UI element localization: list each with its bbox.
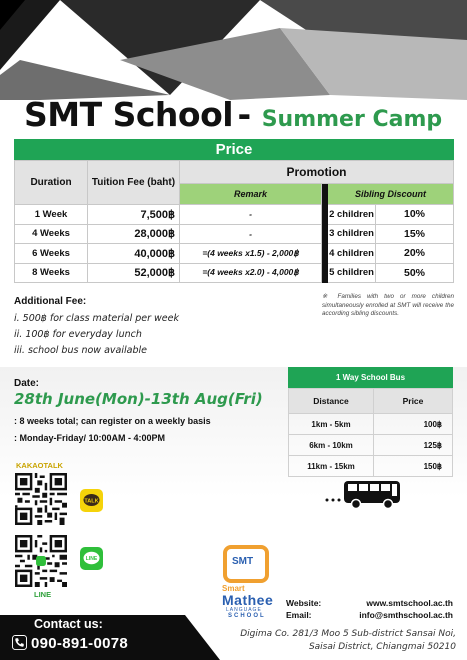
price-cell: 150฿: [374, 456, 453, 477]
date-range: 28th June(Mon)-13th Aug(Fri): [14, 390, 263, 408]
discount-cell: 20%: [376, 244, 454, 264]
discount-cell: 50%: [376, 263, 454, 283]
email-link[interactable]: info@smthschool.ac.th: [359, 610, 453, 620]
page-title: [24, 95, 442, 134]
price-cell: 125฿: [374, 435, 453, 456]
table-row: [15, 224, 454, 244]
title-dash: -: [237, 95, 252, 134]
line-app-icon-text: LINE: [85, 556, 98, 562]
date-label: Date:: [14, 378, 40, 389]
email-label: Email:: [286, 610, 312, 620]
duration-cell: 6 Weeks: [15, 244, 88, 264]
table-row: [289, 435, 453, 456]
duration-cell: 8 Weeks: [15, 263, 88, 283]
additional-fee: [14, 296, 214, 359]
schedule-info: : 8 weeks total; can register on a weekly basis: [14, 416, 211, 426]
kakao-qr-code[interactable]: [15, 473, 67, 525]
header-promotion: Promotion: [180, 161, 454, 184]
bus-icon: [324, 474, 406, 510]
remark-cell: -: [180, 205, 322, 225]
contact-label: Contact us:: [34, 617, 103, 631]
children-cell: 2 children: [328, 205, 376, 225]
header-remark: Remark: [180, 184, 322, 205]
price-table-title: Price: [14, 139, 454, 160]
table-row: [15, 263, 454, 283]
address: [216, 628, 456, 654]
title-sub: Summer Camp: [261, 107, 443, 132]
header-sibling: Sibling Discount: [328, 184, 454, 205]
header-tuition: Tuition Fee (baht): [88, 161, 180, 205]
additional-fee-item: ii. 100฿ for everyday lunch: [14, 329, 142, 340]
title-main: SMT School: [24, 95, 234, 134]
additional-fee-heading: Additional Fee:: [14, 296, 87, 307]
website-label: Website:: [286, 598, 322, 608]
remark-cell: =(4 weeks x1.5) - 2,000฿: [180, 244, 322, 264]
address-line-2: Saisai District, Chiangmai 50210: [308, 642, 456, 652]
fee-cell: 52,000฿: [88, 263, 180, 283]
fee-cell: 28,000฿: [88, 224, 180, 244]
logo-school: SCHOOL: [228, 613, 266, 619]
fee-cell: 7,500฿: [88, 205, 180, 225]
additional-fee-item: iii. school bus now available: [14, 345, 147, 356]
children-cell: 4 children: [328, 244, 376, 264]
logo-badge-text: SMT: [232, 556, 254, 567]
kakao-label: KAKAOTALK: [16, 461, 63, 470]
duration-cell: 1 Week: [15, 205, 88, 225]
table-row: [15, 205, 454, 225]
kakaotalk-icon-text: TALK: [84, 498, 99, 505]
remark-cell: -: [180, 224, 322, 244]
bus-table-title: 1 Way School Bus: [288, 367, 453, 388]
bus-grid: [288, 388, 453, 477]
distance-cell: 6km - 10km: [289, 435, 374, 456]
children-cell: 5 children: [328, 263, 376, 283]
remark-cell: =(4 weeks x2.0) - 4,000฿: [180, 263, 322, 283]
price-table: [14, 139, 454, 283]
duration-cell: 4 Weeks: [15, 224, 88, 244]
line-app-icon[interactable]: [80, 547, 103, 570]
line-qr-code[interactable]: [15, 535, 67, 587]
price-cell: 100฿: [374, 414, 453, 435]
schedule-hours: : Monday-Friday/ 10:00AM - 4:00PM: [14, 433, 166, 443]
header-distance: Distance: [289, 389, 374, 414]
discount-cell: 15%: [376, 224, 454, 244]
phone-icon: [12, 635, 27, 650]
price-grid: [14, 160, 454, 283]
header-price: Price: [374, 389, 453, 414]
sibling-note: ※ Families with two or more children simultaneously enrolled at SMT will receive the according sibling discounts.: [322, 293, 454, 317]
phone-number[interactable]: 090-891-0078: [31, 635, 129, 652]
additional-fee-item: i. 500฿ for class material per week: [14, 313, 179, 324]
address-line-1: Digima Co. 281/3 Moo 5 Sub-district Sansai Noi,: [240, 629, 456, 639]
logo-mathee: Mathee: [222, 592, 274, 608]
distance-cell: 1km - 5km: [289, 414, 374, 435]
table-row: [289, 414, 453, 435]
kakaotalk-icon[interactable]: [80, 489, 103, 512]
bus-table: [288, 367, 453, 477]
children-cell: 3 children: [328, 224, 376, 244]
header-decoration: [0, 0, 467, 100]
logo-language: LANGUAGE: [226, 607, 262, 613]
logo-smart: Smart: [222, 584, 245, 593]
line-label: LINE: [34, 590, 52, 599]
table-row: [15, 244, 454, 264]
website-link[interactable]: www.smtschool.ac.th: [366, 598, 453, 608]
fee-cell: 40,000฿: [88, 244, 180, 264]
distance-cell: 11km - 15km: [289, 456, 374, 477]
header-duration: Duration: [15, 161, 88, 205]
discount-cell: 10%: [376, 205, 454, 225]
